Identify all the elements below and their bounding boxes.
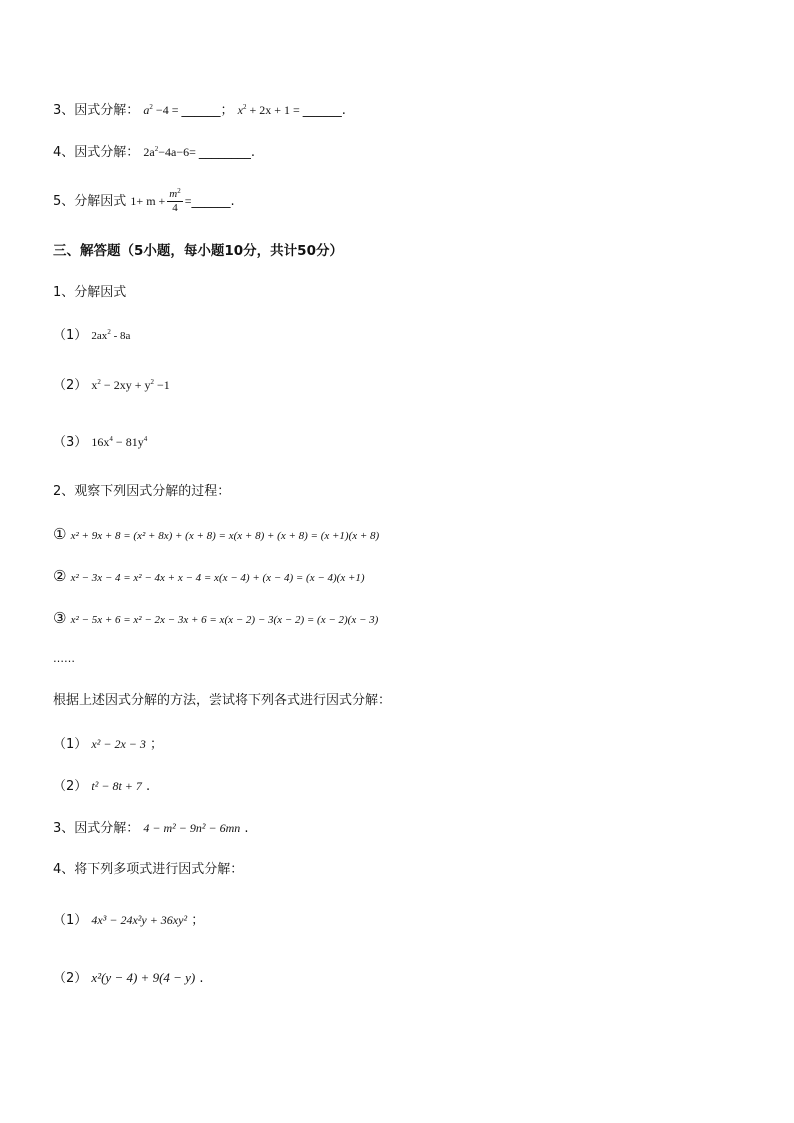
period: . bbox=[244, 821, 249, 836]
answer-blank: ______ bbox=[181, 103, 221, 118]
process-step-3 bbox=[53, 609, 378, 629]
problem-2-item-2 bbox=[53, 777, 150, 796]
equals-sign: = bbox=[184, 194, 192, 208]
circled-number: ② bbox=[53, 567, 67, 585]
expression: 4x³ − 24x²y + 36xy² bbox=[91, 913, 188, 927]
answer-blank: ________ bbox=[198, 145, 251, 160]
item-label: （1） bbox=[53, 737, 88, 752]
expression: $2ax^2 - 8a$ bbox=[91, 328, 131, 342]
fill-question-5 bbox=[53, 183, 235, 220]
item-label: （2） bbox=[53, 779, 88, 794]
semicolon: ； bbox=[191, 913, 205, 928]
period: . bbox=[199, 971, 204, 986]
expression: t² − 8t + 7 bbox=[91, 779, 142, 793]
expression: x² − 5x + 6 = x² − 2x − 3x + 6 = x(x − 2) − 3(x − 2) = (x − 2)(x − 3) bbox=[70, 614, 379, 626]
problem-2-item-1 bbox=[53, 735, 163, 754]
problem-1-item-2 bbox=[53, 376, 170, 395]
item-label: （2） bbox=[53, 971, 88, 986]
circled-number: ① bbox=[53, 525, 67, 543]
problem-3 bbox=[53, 819, 249, 838]
problem-4-title: 4、将下列多项式进行因式分解： bbox=[53, 862, 244, 877]
period: . bbox=[341, 103, 346, 118]
expression: x² − 3x − 4 = x² − 4x + x − 4 = x(x − 4) + (x − 4) = (x − 4)(x +1) bbox=[70, 572, 365, 584]
item-label: （1） bbox=[53, 913, 88, 928]
process-step-1 bbox=[53, 525, 379, 545]
expression: x² − 2x − 3 bbox=[91, 737, 146, 751]
problem-1-title: 1、分解因式 bbox=[53, 285, 127, 300]
section-heading: 三、解答题（5小题，每小题10分，共计50分） bbox=[53, 243, 343, 259]
question-label: 5、分解因式 bbox=[53, 194, 127, 209]
expression: x²(y − 4) + 9(4 − y) bbox=[91, 970, 196, 985]
process-step-2 bbox=[53, 567, 365, 587]
expression: $2a^2-4a-6=$ bbox=[143, 145, 196, 159]
expression-pre: 1+ m + bbox=[130, 194, 166, 208]
expression: $x^2 - 2xy + y^2 -1$ bbox=[91, 378, 170, 392]
problem-2-instruction: 根据上述因式分解的方法，尝试将下列各式进行因式分解： bbox=[53, 693, 392, 708]
fill-question-3 bbox=[53, 101, 346, 120]
problem-1-item-3 bbox=[53, 433, 147, 452]
problem-2-title: 2、观察下列因式分解的过程： bbox=[53, 484, 231, 499]
question-label: 4、因式分解： bbox=[53, 145, 140, 160]
period: . bbox=[230, 194, 235, 209]
period: . bbox=[250, 145, 256, 160]
answer-blank: ______ bbox=[191, 194, 231, 209]
semicolon: ； bbox=[150, 737, 164, 752]
circled-number: ③ bbox=[53, 609, 67, 627]
fill-question-4 bbox=[53, 143, 255, 162]
expression: x² + 9x + 8 = (x² + 8x) + (x + 8) = x(x + 8) + (x + 8) = (x +1)(x + 8) bbox=[70, 530, 380, 542]
item-label: （1） bbox=[53, 328, 88, 343]
question-label: 3、因式分解： bbox=[53, 821, 140, 836]
problem-4-item-1 bbox=[53, 911, 204, 930]
item-label: （3） bbox=[53, 435, 88, 450]
separator: ； bbox=[220, 103, 234, 118]
answer-blank: ______ bbox=[302, 103, 342, 118]
fraction: $\frac{m^2}{4}$ bbox=[169, 187, 181, 214]
problem-1-item-1 bbox=[53, 327, 130, 345]
expression-a: $a^2 -4$ = bbox=[143, 103, 179, 117]
expression-b: $x^2 + 2x + 1$ = bbox=[237, 103, 300, 117]
expression: 4 − m² − 9n² − 6mn bbox=[143, 821, 241, 835]
expression: $16x^4 - 81y^4$ bbox=[91, 435, 148, 449]
problem-4-item-2 bbox=[53, 969, 204, 988]
period: . bbox=[146, 779, 151, 794]
ellipsis: …… bbox=[53, 652, 75, 665]
item-label: （2） bbox=[53, 378, 88, 393]
question-label: 3、因式分解： bbox=[53, 103, 140, 118]
